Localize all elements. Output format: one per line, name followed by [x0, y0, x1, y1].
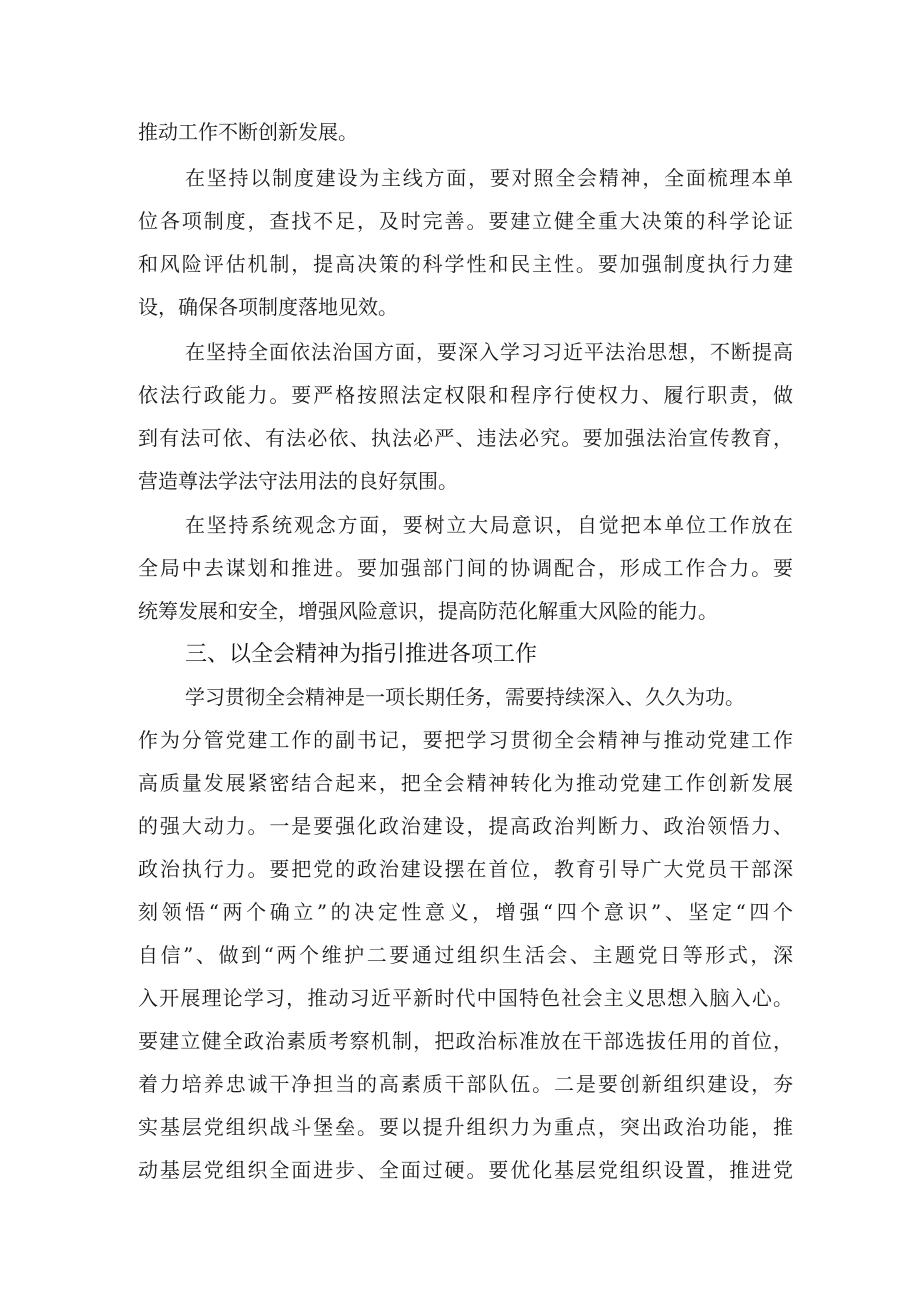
paragraph-line: 在坚持以制度建设为主线方面，要对照全会精神，全面梳理本单: [185, 166, 793, 190]
paragraph-line: 入开展理论学习，推动习近平新时代中国特色社会主义思想入脑入心。: [138, 986, 793, 1010]
paragraph-line: 设，确保各项制度落地见效。: [138, 295, 398, 319]
paragraph-line: 着力培养忠诚干净担当的高素质干部队伍。二是要创新组织建设，夯: [138, 1072, 793, 1096]
paragraph-line: 动基层党组织全面进步、全面过硬。要优化基层党组织设置，推进党: [138, 1158, 793, 1182]
paragraph-line: 实基层党组织战斗堡垒。要以提升组织力为重点，突出政治功能，推: [138, 1115, 793, 1139]
paragraph-line: 全局中去谋划和推进。要加强部门间的协调配合，形成工作合力。要: [138, 556, 793, 580]
paragraph-line: 的强大动力。一是要强化政治建设，提高政治判断力、政治领悟力、: [138, 814, 793, 838]
paragraph-line: 学习贯彻全会精神是一项长期任务，需要持续深入、久久为功。: [185, 685, 745, 709]
paragraph-line: 到有法可依、有法必依、执法必严、违法必究。要加强法治宣传教育，: [138, 426, 793, 450]
paragraph-line: 统筹发展和安全，增强风险意识，提高防范化解重大风险的能力。: [138, 599, 718, 623]
paragraph-line: 依法行政能力。要严格按照法定权限和程序行使权力、履行职责，做: [138, 383, 793, 407]
paragraph-line: 营造尊法学法守法用法的良好氛围。: [138, 469, 458, 493]
paragraph-line: 要建立健全政治素质考察机制，把政治标准放在干部选拔任用的首位，: [138, 1029, 793, 1053]
paragraph-line: 高质量发展紧密结合起来，把全会精神转化为推动党建工作创新发展: [138, 771, 793, 795]
paragraph-line: 推动工作不断创新发展。: [138, 120, 358, 144]
paragraph-line: 在坚持系统观念方面，要树立大局意识，自觉把本单位工作放在: [185, 513, 793, 537]
paragraph-line: 政治执行力。要把党的政治建设摆在首位，教育引导广大党员干部深: [138, 857, 793, 881]
section-heading: 三、以全会精神为指引推进各项工作: [185, 642, 538, 667]
paragraph-line: 和风险评估机制，提高决策的科学性和民主性。要加强制度执行力建: [138, 252, 793, 276]
paragraph-line: 刻领悟“两个确立”的决定性意义，增强“四个意识”、坚定“四个: [138, 900, 793, 924]
paragraph-line: 自信”、做到“两个维护二要通过组织生活会、主题党日等形式，深: [138, 943, 793, 967]
paragraph-line: 在坚持全面依法治国方面，要深入学习习近平法治思想，不断提高: [185, 340, 793, 364]
paragraph-line: 作为分管党建工作的副书记，要把学习贯彻全会精神与推动党建工作: [138, 728, 793, 752]
paragraph-line: 位各项制度，查找不足，及时完善。要建立健全重大决策的科学论证: [138, 209, 793, 233]
